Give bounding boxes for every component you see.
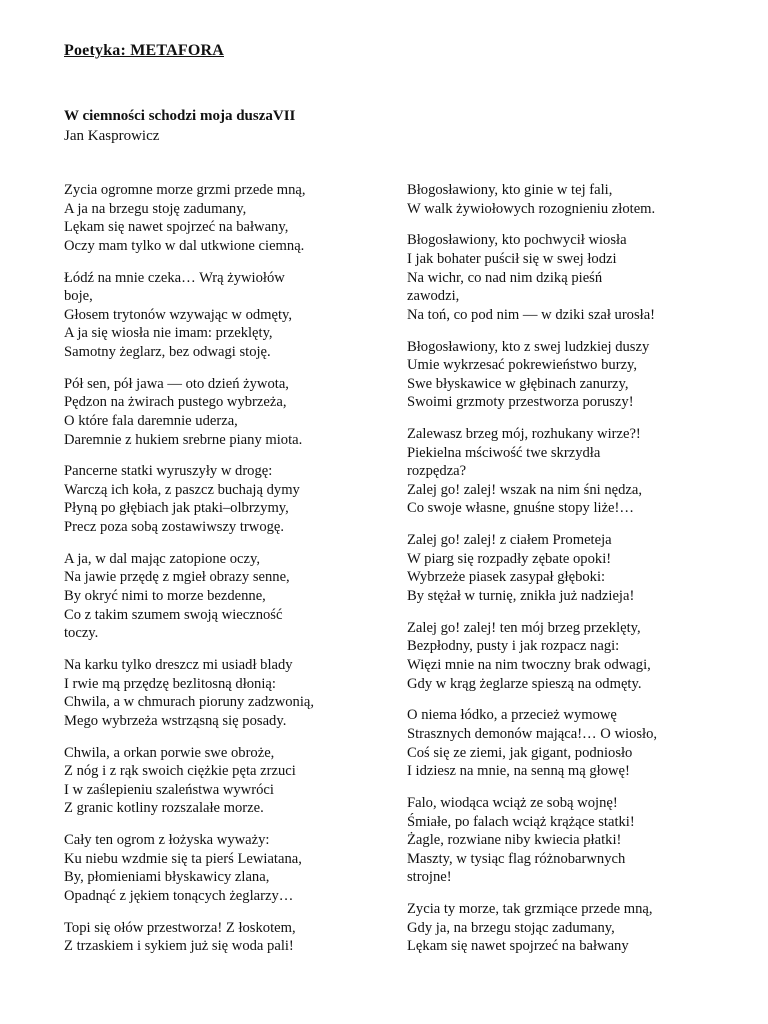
poem-line: Na toń, co pod nim — w dziki szał urosła! (407, 306, 656, 323)
poem-line: Błogosławiony, kto ginie w tej fali, (407, 182, 613, 198)
poem-line: Pancerne statki wyruszyły w drogę: (64, 463, 273, 480)
stanza (64, 744, 364, 818)
poem-line: O niema łódko, a przecież wymowę (407, 707, 617, 724)
poem-line: boje, (64, 288, 93, 305)
poem-line: By okryć nimi to morze bezdenne, (64, 588, 266, 605)
stanza (407, 619, 737, 693)
poem-line: I jak bohater puścił się w swej łodzi (407, 250, 617, 267)
poem-line: Piekielna mściwość twe skrzydła (407, 444, 601, 461)
poem-line: zawodzi, (407, 288, 460, 305)
poem-line: Płyną po głębiach jak ptaki–olbrzymy, (64, 500, 289, 517)
poem-column-left (64, 181, 364, 969)
stanza (64, 462, 364, 536)
poem-line: Na karku tylko dreszcz mi usiadł blady (64, 657, 293, 673)
stanza (407, 794, 737, 887)
poem-line: strojne! (407, 869, 452, 886)
stanza (407, 900, 737, 956)
stanza (64, 656, 364, 730)
poem-line: I w zaślepieniu szaleństwa wywróci (64, 781, 274, 798)
poem-line: Umie wykrzesać pokrewieństwo burzy, (407, 357, 638, 374)
poem-line: Zycia ogromne morze grzmi przede mną, (64, 182, 306, 198)
poem-line: Cały ten ogrom z łożyska wyważy: (64, 832, 270, 849)
poem-line: A ja się wiosła nie imam: przeklęty, (64, 325, 273, 342)
poem-line: Warczą ich koła, z paszcz buchają dymy (64, 481, 300, 498)
poem-line: Wybrzeże piasek zasypał głęboki: (407, 569, 606, 586)
poem-line: Topi się ołów przestworza! Z łoskotem, (64, 919, 296, 936)
poem-line: Samotny żeglarz, bez odwagi stoję. (64, 343, 271, 360)
poem-line: Więzi mnie na nim twoczny brak odwagi, (407, 657, 651, 673)
stanza (407, 181, 737, 218)
poem-line: A ja, w dal mając zatopione oczy, (64, 550, 260, 567)
poem-line: Zycia ty morze, tak grzmiące przede mną, (407, 901, 653, 918)
poem-line: Oczy mam tylko w dal utkwione ciemną. (64, 237, 305, 254)
poem-line: rozpędza? (407, 463, 467, 480)
poem-line: Co z takim szumem swoją wieczność (64, 606, 283, 623)
poem-line: By, płomieniami błyskawicy zlana, (64, 869, 270, 886)
stanza (407, 531, 737, 605)
poem-title: W ciemności schodzi moja duszaVII (64, 108, 296, 124)
poem-line: toczy. (64, 625, 99, 642)
poem-line: Z trzaskiem i sykiem już się woda pali! (64, 938, 294, 955)
poem-line: Błogosławiony, kto z swej ludzkiej duszy (407, 338, 650, 355)
poem-line: Błogosławiony, kto pochwycił wiosła (407, 232, 627, 249)
poem-line: Precz poza sobą zostawiwszy trwogę. (64, 519, 285, 536)
poem-line: Co swoje własne, gnuśne stopy liże!… (407, 500, 634, 517)
poem-author: Jan Kasprowicz (64, 128, 160, 144)
stanza (64, 550, 364, 643)
poem-line: Łódź na mnie czeka… Wrą żywiołów (64, 269, 285, 286)
poem-line: Ku niebu wzdmie się ta pierś Lewiatana, (64, 850, 302, 867)
poem-line: Głosem trytonów wzywając w odmęty, (64, 306, 293, 323)
poem-line: Falo, wiodąca wciąż ze sobą wojnę! (407, 794, 618, 811)
poem-line: Pół sen, pół jawa — oto dzień żywota, (64, 375, 289, 392)
poem-line: Gdy ja, na brzegu stojąc zadumany, (407, 919, 615, 936)
poem-column-right (407, 181, 737, 969)
poem-line: W piarg się rozpadły zębate opoki! (407, 550, 612, 567)
poem-line: Daremnie z hukiem srebrne piany miota. (64, 431, 303, 448)
poem-line: Swoimi grzmoty przestworza poruszy! (407, 394, 634, 411)
poem-line: Zalewasz brzeg mój, rozhukany wirze?! (407, 426, 641, 443)
poem-line: O które fala daremnie uderza, (64, 412, 238, 429)
poem-line: Z nóg i z rąk swoich ciężkie pęta zrzuci (64, 763, 296, 780)
poem-line: Na jawie przędę z mgieł obrazy senne, (64, 569, 290, 586)
poem-line: Na wichr, co nad nim dziką pieśń (407, 269, 603, 286)
poem-line: I idziesz na mnie, na senną mą głowę! (407, 763, 630, 780)
poem-line: Zalej go! zalej! wszak na nim śni nędza, (407, 481, 643, 498)
poem-line: Pędzon na żwirach pustego wybrzeża, (64, 394, 287, 411)
poem-line: Maszty, w tysiąc flag różnobarwnych (407, 850, 626, 867)
poem-line: A ja na brzegu stoję zadumany, (64, 200, 247, 217)
poem-line: Zalej go! zalej! z ciałem Prometeja (407, 532, 612, 549)
poem-line: Lękam się nawet spojrzeć na bałwany, (64, 219, 289, 236)
stanza (64, 919, 364, 956)
stanza (64, 269, 364, 362)
poem-line: Gdy w krąg żeglarze spieszą na odmęty. (407, 675, 642, 692)
poem-line: Swe błyskawice w głębinach zanurzy, (407, 375, 629, 392)
poem-line: Śmiałe, po falach wciąż krążące statki! (407, 813, 635, 830)
poem-line: Zalej go! zalej! ten mój brzeg przeklęty, (407, 619, 641, 636)
poem-line: I rwie mą przędzę bezlitosną dłonią: (64, 675, 276, 692)
page-heading: Poetyka: METAFORA (64, 42, 224, 59)
poem-line: Żagle, rozwiane niby kwiecia płatki! (407, 832, 622, 849)
poem-line: Coś się ze ziemi, jak gigant, podniosło (407, 744, 633, 761)
stanza (64, 181, 364, 255)
poem-line: Chwila, a w chmurach pioruny zadzwonią, (64, 694, 315, 711)
stanza (407, 706, 737, 780)
poem-line: Chwila, a orkan porwie swe obroże, (64, 744, 275, 761)
poem-line: Bezpłodny, pusty i jak rozpacz nagi: (407, 638, 620, 655)
poem-line: Mego wybrzeża wstrząsną się posady. (64, 712, 287, 729)
stanza (64, 831, 364, 905)
poem-line: Strasznych demonów mająca!… O wiosło, (407, 725, 658, 742)
poem-line: Opadnąć z jękiem tonących żeglarzy… (64, 887, 294, 904)
poem-line: Lękam się nawet spojrzeć na bałwany (407, 938, 629, 955)
stanza (407, 231, 737, 324)
poem-line: W walk żywiołowych rozognieniu złotem. (407, 200, 656, 217)
poem-line: Z granic kotliny rozszalałe morze. (64, 800, 264, 817)
poem-line: By stężał w turnię, znikła już nadzieja! (407, 588, 635, 605)
stanza (407, 338, 737, 412)
stanza (64, 375, 364, 449)
stanza (407, 425, 737, 518)
